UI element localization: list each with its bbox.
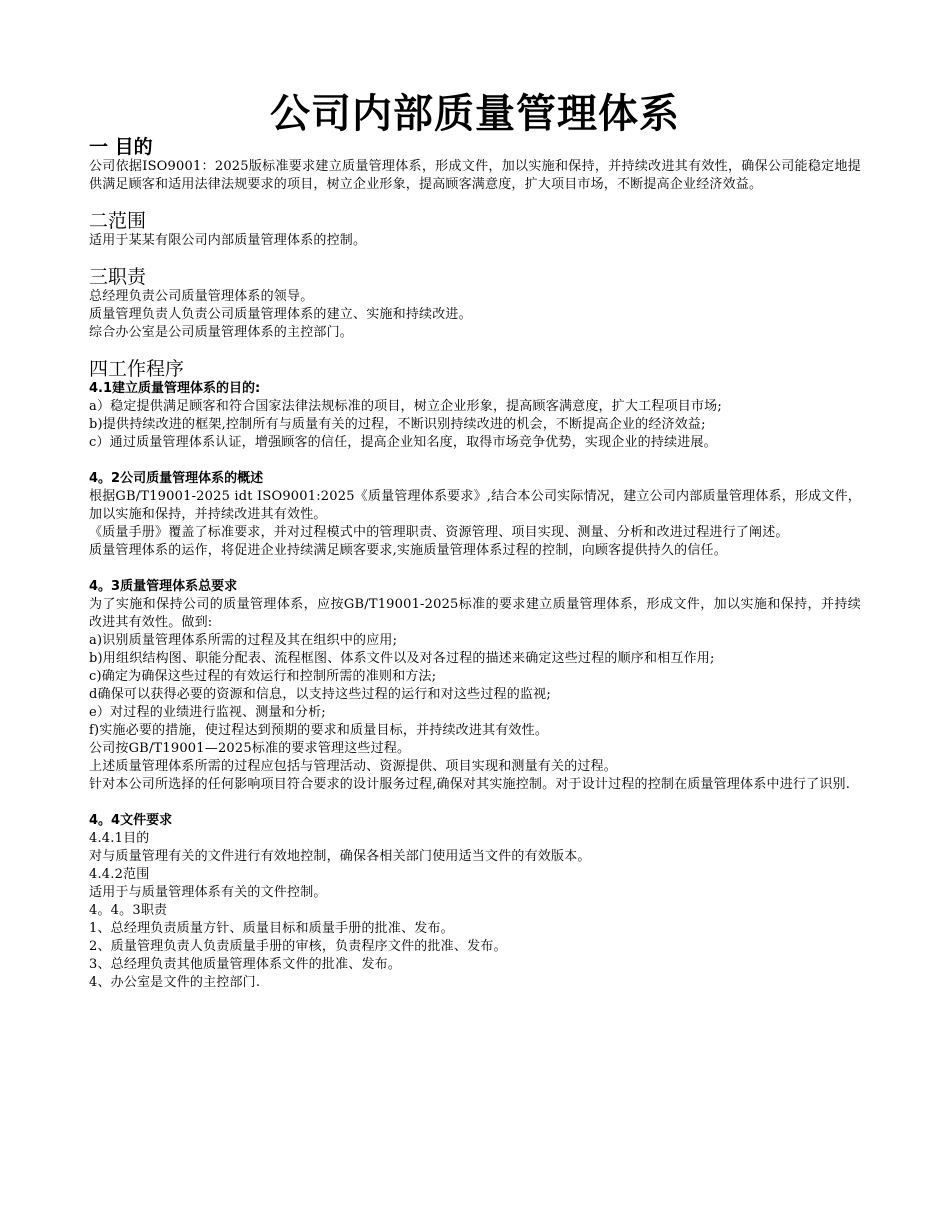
paragraph: 上述质量管理体系所需的过程应包括与管理活动、资源提供、项目实现和测量有关的过程。	[89, 759, 618, 774]
list-item: a)识别质量管理体系所需的过程及其在组织中的应用;	[89, 633, 398, 648]
paragraph: 根据GB/T19001-2025 idt ISO9001:2025《质量管理体系要求》,结合本公司实际情况，建立公司内部质量管理体系，形成文件，加以实施和保持，并持续改进其有效性。	[89, 489, 861, 522]
paragraph: c）通过质量管理体系认证，增强顾客的信任，提高企业知名度，取得市场竞争优势，实现企业的持续进展。	[89, 435, 717, 450]
section-heading-scope: 二范围	[89, 210, 147, 232]
paragraph: 质量管理负责人负责公司质量管理体系的建立、实施和持续改进。	[89, 307, 472, 322]
paragraph: 针对本公司所选择的任何影响项目符合要求的设计服务过程,确保对其实施控制。对于设计过程的控制在质量管理体系中进行了识别.	[89, 777, 851, 792]
paragraph: 4。4。3职责	[89, 903, 168, 918]
list-item: 1、总经理负责质量方针、质量目标和质量手册的批准、发布。	[89, 921, 454, 936]
paragraph: a）稳定提供满足顾客和符合国家法律法规标准的项目，树立企业形象，提高顾客满意度，扩大工程项目市场;	[89, 399, 722, 414]
list-item: e）对过程的业绩进行监视、测量和分析;	[89, 705, 326, 720]
section-heading-purpose: 一 目的	[89, 136, 153, 158]
subsection-heading-4-2: 4。2公司质量管理体系的概述	[89, 471, 264, 486]
paragraph: 《质量手册》覆盖了标准要求，并对过程模式中的管理职责、资源管理、项目实现、测量、分析和改进过程进行了阐述。	[89, 525, 789, 540]
paragraph: 适用于与质量管理体系有关的文件控制。	[89, 885, 327, 900]
section-heading-procedure: 四工作程序	[89, 358, 185, 380]
paragraph: 4.4.2范围	[89, 867, 150, 882]
list-item: 4、办公室是文件的主控部门.	[89, 975, 261, 990]
paragraph: 4.4.1目的	[89, 831, 150, 846]
list-item: c)确定为确保这些过程的有效运行和控制所需的准则和方法;	[89, 669, 437, 684]
section-heading-responsibility: 三职责	[89, 266, 147, 288]
paragraph: 质量管理体系的运作，将促进企业持续满足顾客要求,实施质量管理体系过程的控制，向顾客提供持久的信任。	[89, 543, 727, 558]
paragraph: b)提供持续改进的框架,控制所有与质量有关的过程，不断识别持续改进的机会，不断提高企业的经济效益;	[89, 417, 706, 432]
paragraph: 公司依据ISO9001：2025版标准要求建立质量管理体系，形成文件，加以实施和保持，并持续改进其有效性，确保公司能稳定地提供满足顾客和适用法律法规要求的项目，树立企业形象，提高顾客满意度，扩大项目市场，不断提高企业经济效益。	[89, 159, 861, 192]
paragraph: 适用于某某有限公司内部质量管理体系的控制。	[89, 233, 367, 248]
subsection-heading-4-3: 4。3质量管理体系总要求	[89, 579, 238, 594]
paragraph: 综合办公室是公司质量管理体系的主控部门。	[89, 325, 354, 340]
document-page	[89, 88, 861, 992]
subsection-heading-4-1: 4.1建立质量管理体系的目的:	[89, 381, 261, 396]
list-item: 3、总经理负责其他质量管理体系文件的批准、发布。	[89, 957, 402, 972]
paragraph: 为了实施和保持公司的质量管理体系，应按GB/T19001-2025标准的要求建立质量管理体系，形成文件，加以实施和保持，并持续改进其有效性。做到:	[89, 597, 861, 630]
list-item: d确保可以获得必要的资源和信息，以支持这些过程的运行和对这些过程的监视;	[89, 687, 551, 702]
paragraph: 对与质量管理有关的文件进行有效地控制，确保各相关部门使用适当文件的有效版本。	[89, 849, 591, 864]
list-item: b)用组织结构图、职能分配表、流程框图、体系文件以及对各过程的描述来确定这些过程的顺序和相互作用;	[89, 651, 715, 666]
list-item: f)实施必要的措施，使过程达到预期的要求和质量目标，并持续改进其有效性。	[89, 723, 549, 738]
paragraph: 总经理负责公司质量管理体系的领导。	[89, 289, 314, 304]
document-title: 公司内部质量管理体系	[270, 91, 680, 137]
paragraph: 公司按GB/T19001—2025标准的要求管理这些过程。	[89, 741, 411, 756]
subsection-heading-4-4: 4。4文件要求	[89, 813, 173, 828]
list-item: 2、质量管理负责人负责质量手册的审核，负责程序文件的批准、发布。	[89, 939, 507, 954]
